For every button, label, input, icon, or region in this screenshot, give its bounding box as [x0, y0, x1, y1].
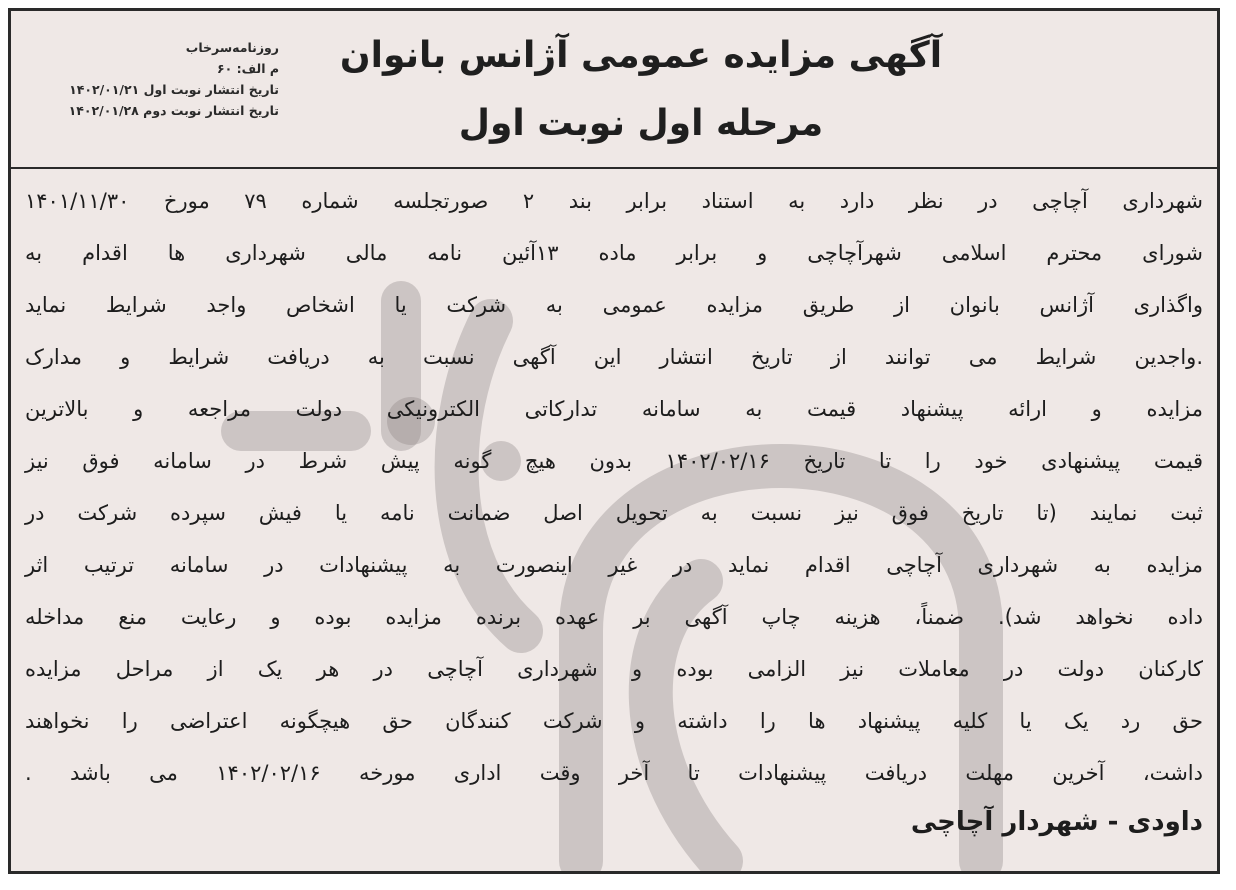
signature: داودی - شهردار آچاچی	[910, 807, 1203, 837]
body-line: شورای محترم اسلامی شهرآچاچی و برابر ماده ۱۳آئین نامه مالی شهرداری ها اقدام به	[25, 241, 1203, 265]
body-line: مزایده و ارائه پیشنهاد قیمت به سامانه تدارکاتی الکترونیکی دولت مراجعه و بالاترین	[25, 397, 1203, 421]
notice-header	[11, 11, 1217, 169]
notice-title: آگهی مزایده عمومی آژانس بانوان	[339, 35, 943, 76]
body-line: شهرداری آچاچی در نظر دارد به استناد برابر بند ۲ صورتجلسه شماره ۷۹ مورخ ۱۴۰۱/۱۱/۳۰	[25, 189, 1203, 213]
notice-subtitle: مرحله اول نوبت اول	[458, 103, 824, 144]
body-line: قیمت پیشنهادی خود را تا تاریخ ۱۴۰۲/۰۲/۱۶ بدون هیچ گونه پیش شرط در سامانه فوق نیز	[25, 449, 1204, 473]
body-line: کارکنان دولت در معاملات نیز الزامی بوده و شهرداری آچاچی در هر یک از مراحل مزایده	[25, 657, 1203, 681]
body-line: .واجدین شرایط می توانند از تاریخ انتشار این آگهی نسبت به دریافت شرایط و مدارک	[25, 345, 1203, 369]
publication-meta	[29, 37, 279, 121]
notice-code: م الف: ۶۰	[217, 61, 279, 76]
newspaper-name: روزنامه‌سرخاب	[185, 40, 279, 55]
body-line: ثبت نمایند (تا تاریخ فوق نیز نسبت به تحویل اصل ضمانت نامه یا فیش سپرده شرکت در	[25, 501, 1203, 525]
body-line: مزایده به شهرداری آچاچی اقدام نماید در غیر اینصورت به پیشنهادات در سامانه ترتیب اثر	[25, 553, 1203, 577]
body-line: واگذاری آژانس بانوان از طریق مزایده عمومی به شرکت یا اشخاص واجد شرایط نماید	[25, 293, 1203, 317]
second-publish-date: تاریخ انتشار نوبت دوم ۱۴۰۲/۰۱/۲۸	[68, 103, 279, 118]
body-line: داشت، آخرین مهلت دریافت پیشنهادات تا آخر وقت اداری مورخه ۱۴۰۲/۰۲/۱۶ می باشد .	[25, 761, 1203, 785]
first-publish-date: تاریخ انتشار نوبت اول ۱۴۰۲/۰۱/۲۱	[69, 82, 279, 97]
body-line: حق رد یک یا کلیه پیشنهاد ها را داشته و شرکت کنندگان حق هیچگونه اعتراضی را نخواهند	[25, 709, 1203, 733]
body-line: داده نخواهد شد). ضمناً، هزینه چاپ آگهی بر عهده برنده مزایده بوده و رعایت منع مداخله	[25, 605, 1203, 629]
notice-body	[11, 175, 1217, 799]
auction-notice	[8, 8, 1220, 874]
